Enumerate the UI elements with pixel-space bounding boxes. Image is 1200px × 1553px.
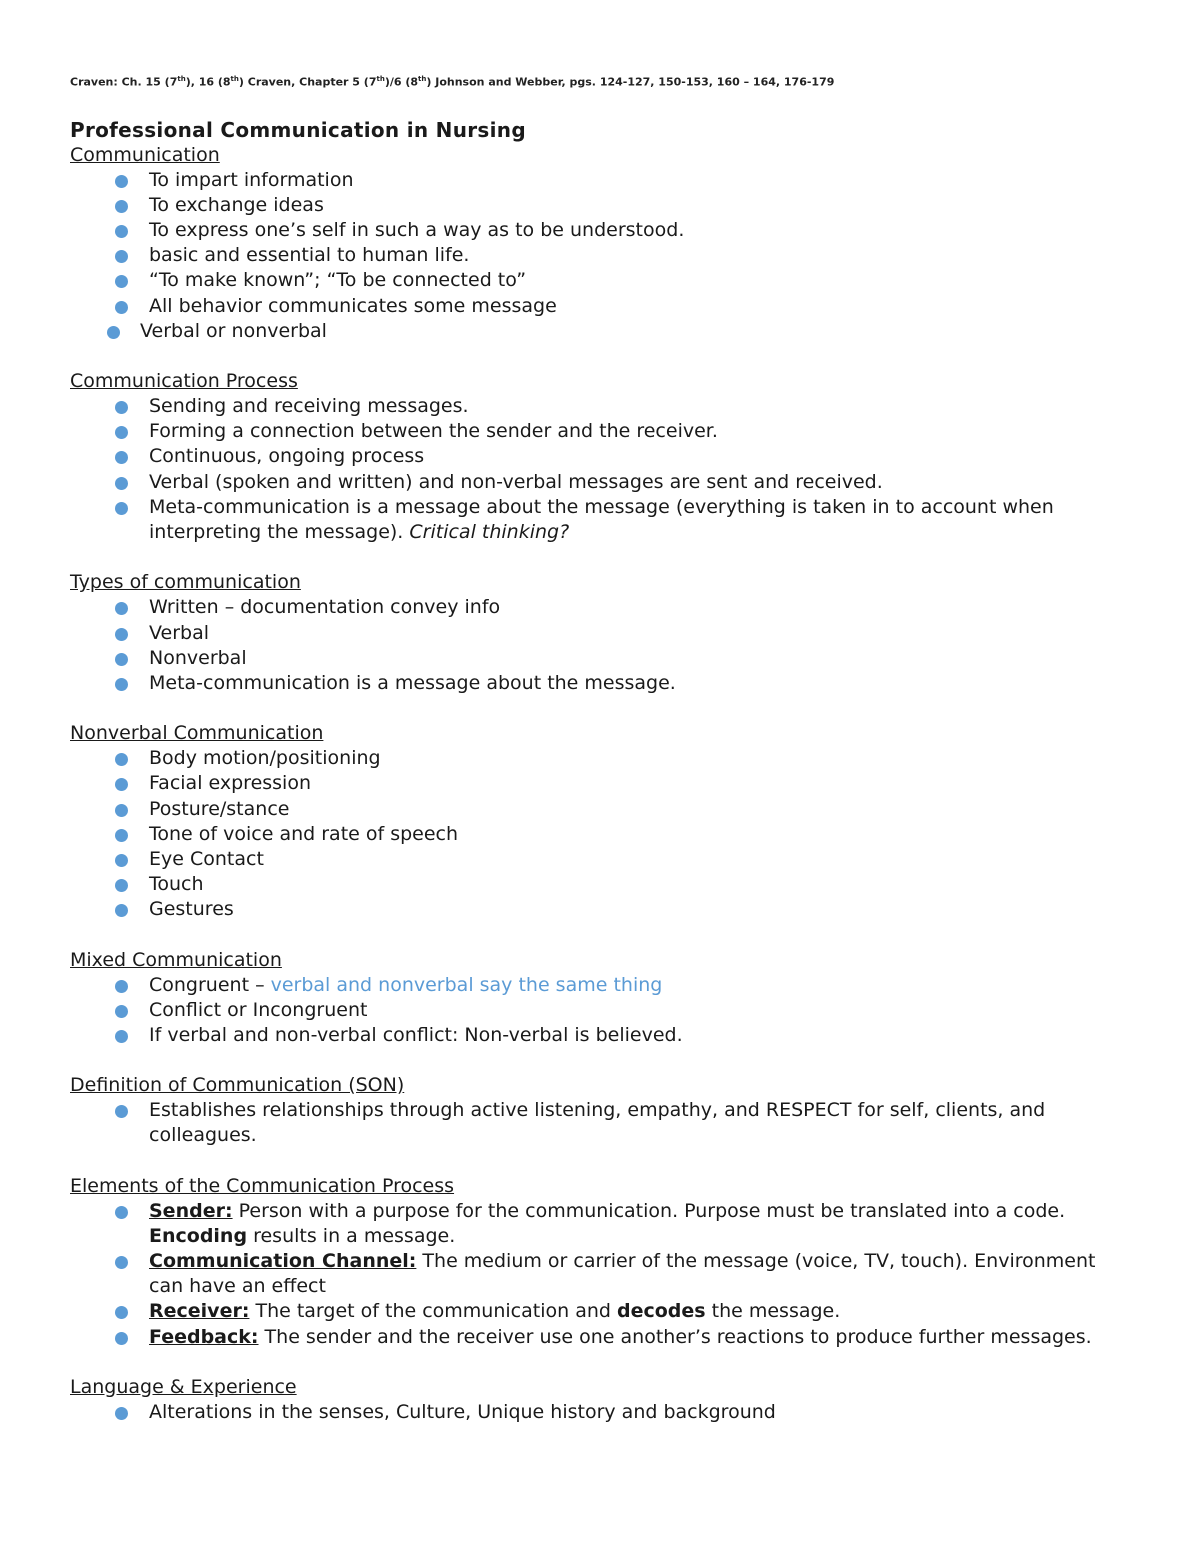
bullet-icon	[115, 451, 128, 464]
list-item	[70, 218, 1135, 243]
bullet-list	[70, 746, 1135, 922]
list-item-text: If verbal and non-verbal conflict: Non-verbal is believed.	[149, 1023, 683, 1046]
section-heading: Types of communication	[70, 571, 301, 594]
list-item	[70, 319, 1135, 344]
section-heading: Communication Process	[70, 370, 298, 393]
bullet-icon	[115, 401, 128, 414]
ref-superscript: th	[177, 75, 186, 83]
bullet-list	[70, 168, 1135, 344]
bullet-icon	[115, 1030, 128, 1043]
list-item	[70, 822, 1135, 847]
section-types	[70, 570, 1135, 696]
list-item-text: Eye Contact	[149, 847, 264, 870]
list-item	[70, 621, 1135, 646]
bullet-icon	[115, 678, 128, 691]
section-heading: Language & Experience	[70, 1375, 297, 1398]
list-item-text: Establishes relationships through active listening, empathy, and RESPECT for self, clients, and colleagues.	[149, 1099, 1046, 1147]
list-item	[70, 897, 1135, 922]
list-item-text: Person with a purpose for the communication. Purpose must be translated into a code.	[232, 1199, 1066, 1222]
bullet-icon	[115, 879, 128, 892]
list-item	[70, 470, 1135, 495]
ref-superscript: th	[230, 75, 239, 83]
bullet-list	[70, 1199, 1135, 1350]
term-label: Sender:	[149, 1199, 233, 1222]
bullet-icon	[115, 904, 128, 917]
section-heading: Definition of Communication (SON)	[70, 1074, 405, 1097]
list-item-text: Written – documentation convey info	[149, 596, 501, 619]
bullet-icon	[115, 1105, 128, 1118]
italic-note: Critical thinking?	[409, 521, 570, 544]
bullet-icon	[115, 477, 128, 490]
list-item	[70, 595, 1135, 620]
bullet-icon	[115, 854, 128, 867]
list-item	[70, 771, 1135, 796]
list-item	[70, 1400, 1135, 1425]
list-item-text: All behavior communicates some message	[149, 294, 557, 317]
document-title: Professional Communication in Nursing	[70, 117, 526, 142]
section-heading: Elements of the Communication Process	[70, 1174, 455, 1197]
bullet-icon	[115, 628, 128, 641]
section-communication-process	[70, 369, 1135, 545]
bullet-icon	[115, 502, 128, 515]
section-heading: Nonverbal Communication	[70, 722, 324, 745]
list-item	[70, 1199, 1135, 1249]
bullet-icon	[115, 175, 128, 188]
list-item	[70, 1098, 1135, 1148]
section-communication	[70, 143, 1135, 344]
list-item	[70, 746, 1135, 771]
list-item-text: To impart information	[149, 168, 354, 191]
list-item-text: Conflict or Incongruent	[149, 998, 368, 1021]
bold-text: Encoding	[149, 1224, 248, 1247]
bullet-icon	[115, 225, 128, 238]
list-item	[70, 444, 1135, 469]
bullet-icon	[115, 778, 128, 791]
section-heading: Communication	[70, 143, 220, 166]
bullet-icon	[115, 1005, 128, 1018]
list-item	[70, 268, 1135, 293]
list-item-text: Verbal	[149, 621, 210, 644]
list-item-text: The medium or carrier of the message (voice, TV, touch). Environment can have an effect	[149, 1249, 1096, 1298]
list-item	[70, 243, 1135, 268]
bullet-icon	[115, 980, 128, 993]
bullet-icon	[115, 1306, 128, 1319]
list-item	[70, 973, 1135, 998]
section-definition	[70, 1073, 1135, 1148]
list-item-text: Meta-communication is a message about the message.	[149, 671, 676, 694]
list-item-text: Verbal or nonverbal	[140, 319, 327, 342]
list-item	[70, 495, 1135, 545]
bullet-icon	[115, 753, 128, 766]
list-item	[70, 998, 1135, 1023]
bullet-icon	[115, 1256, 128, 1269]
bullet-list	[70, 394, 1135, 545]
list-item	[70, 1325, 1135, 1350]
list-item-text: To exchange ideas	[149, 193, 324, 216]
section-nonverbal	[70, 721, 1135, 922]
bullet-icon	[115, 275, 128, 288]
list-item-text: Body motion/positioning	[149, 747, 381, 770]
list-item	[70, 419, 1135, 444]
section-heading: Mixed Communication	[70, 948, 282, 971]
list-item	[70, 1299, 1135, 1324]
term-label: Feedback:	[149, 1325, 259, 1348]
list-item-text: Tone of voice and rate of speech	[149, 822, 459, 845]
bullet-list	[70, 595, 1135, 696]
list-item	[70, 1023, 1135, 1048]
bullet-icon	[107, 326, 120, 339]
list-item-text: Alterations in the senses, Culture, Unique history and background	[149, 1400, 776, 1423]
section-mixed	[70, 948, 1135, 1049]
list-item	[70, 168, 1135, 193]
list-item-text: Nonverbal	[149, 646, 247, 669]
bullet-icon	[115, 426, 128, 439]
ref-text: )/6 (8	[384, 75, 419, 89]
list-item	[70, 394, 1135, 419]
list-item	[70, 646, 1135, 671]
list-item-text: “To make known”; “To be connected to”	[149, 269, 527, 292]
list-item-text: Forming a connection between the sender and the receiver.	[149, 420, 718, 443]
term-label: Receiver:	[149, 1300, 250, 1323]
list-item-text: Verbal (spoken and written) and non-verbal messages are sent and received.	[149, 470, 883, 493]
list-item	[70, 193, 1135, 218]
bullet-icon	[115, 250, 128, 263]
list-item-text: Meta-communication is a message about the message (everything is taken in to account when interpreting the message).	[149, 495, 1054, 544]
bullet-list	[70, 1098, 1135, 1148]
ref-superscript: th	[376, 75, 385, 83]
bullet-list	[70, 1400, 1135, 1425]
bullet-icon	[115, 829, 128, 842]
bullet-icon	[115, 301, 128, 314]
section-elements	[70, 1174, 1135, 1350]
ref-superscript: th	[418, 75, 427, 83]
highlighted-text: verbal and nonverbal say the same thing	[270, 973, 663, 996]
list-item-text: the message.	[705, 1300, 841, 1323]
reference-line	[70, 70, 1135, 92]
bullet-icon	[115, 1206, 128, 1219]
list-item-text: Facial expression	[149, 772, 312, 795]
list-item-text: Gestures	[149, 898, 234, 921]
bullet-icon	[115, 653, 128, 666]
bullet-list	[70, 973, 1135, 1049]
bold-text: decodes	[616, 1300, 706, 1323]
document-page	[70, 70, 1135, 1450]
list-item-text: basic and essential to human life.	[149, 244, 470, 267]
ref-text: ) Johnson and Webber, pgs. 124-127, 150-153, 160 – 164, 176-179	[426, 75, 835, 89]
section-language	[70, 1375, 1135, 1425]
list-item	[70, 847, 1135, 872]
list-item-text: Sending and receiving messages.	[149, 395, 469, 418]
bullet-icon	[115, 1407, 128, 1420]
list-item-text: Touch	[149, 873, 204, 896]
list-item-text: Congruent –	[149, 973, 271, 996]
bullet-icon	[115, 602, 128, 615]
list-item-text: To express one’s self in such a way as to be understood.	[149, 219, 685, 242]
list-item-text: The target of the communication and	[249, 1300, 617, 1323]
term-label: Communication Channel:	[149, 1249, 417, 1272]
list-item	[70, 797, 1135, 822]
ref-text: ), 16 (8	[185, 75, 231, 89]
ref-text: ) Craven, Chapter 5 (7	[238, 75, 377, 89]
list-item-text: The sender and the receiver use one another’s reactions to produce further messages.	[258, 1325, 1092, 1348]
list-item-text: Posture/stance	[149, 797, 290, 820]
bullet-icon	[115, 1332, 128, 1345]
list-item-text: results in a message.	[247, 1224, 456, 1247]
list-item	[70, 872, 1135, 897]
list-item	[70, 671, 1135, 696]
ref-text: Craven: Ch. 15 (7	[70, 75, 178, 89]
bullet-icon	[115, 804, 128, 817]
bullet-icon	[115, 200, 128, 213]
list-item	[70, 1249, 1135, 1299]
list-item	[70, 294, 1135, 319]
list-item-text: Continuous, ongoing process	[149, 445, 425, 468]
